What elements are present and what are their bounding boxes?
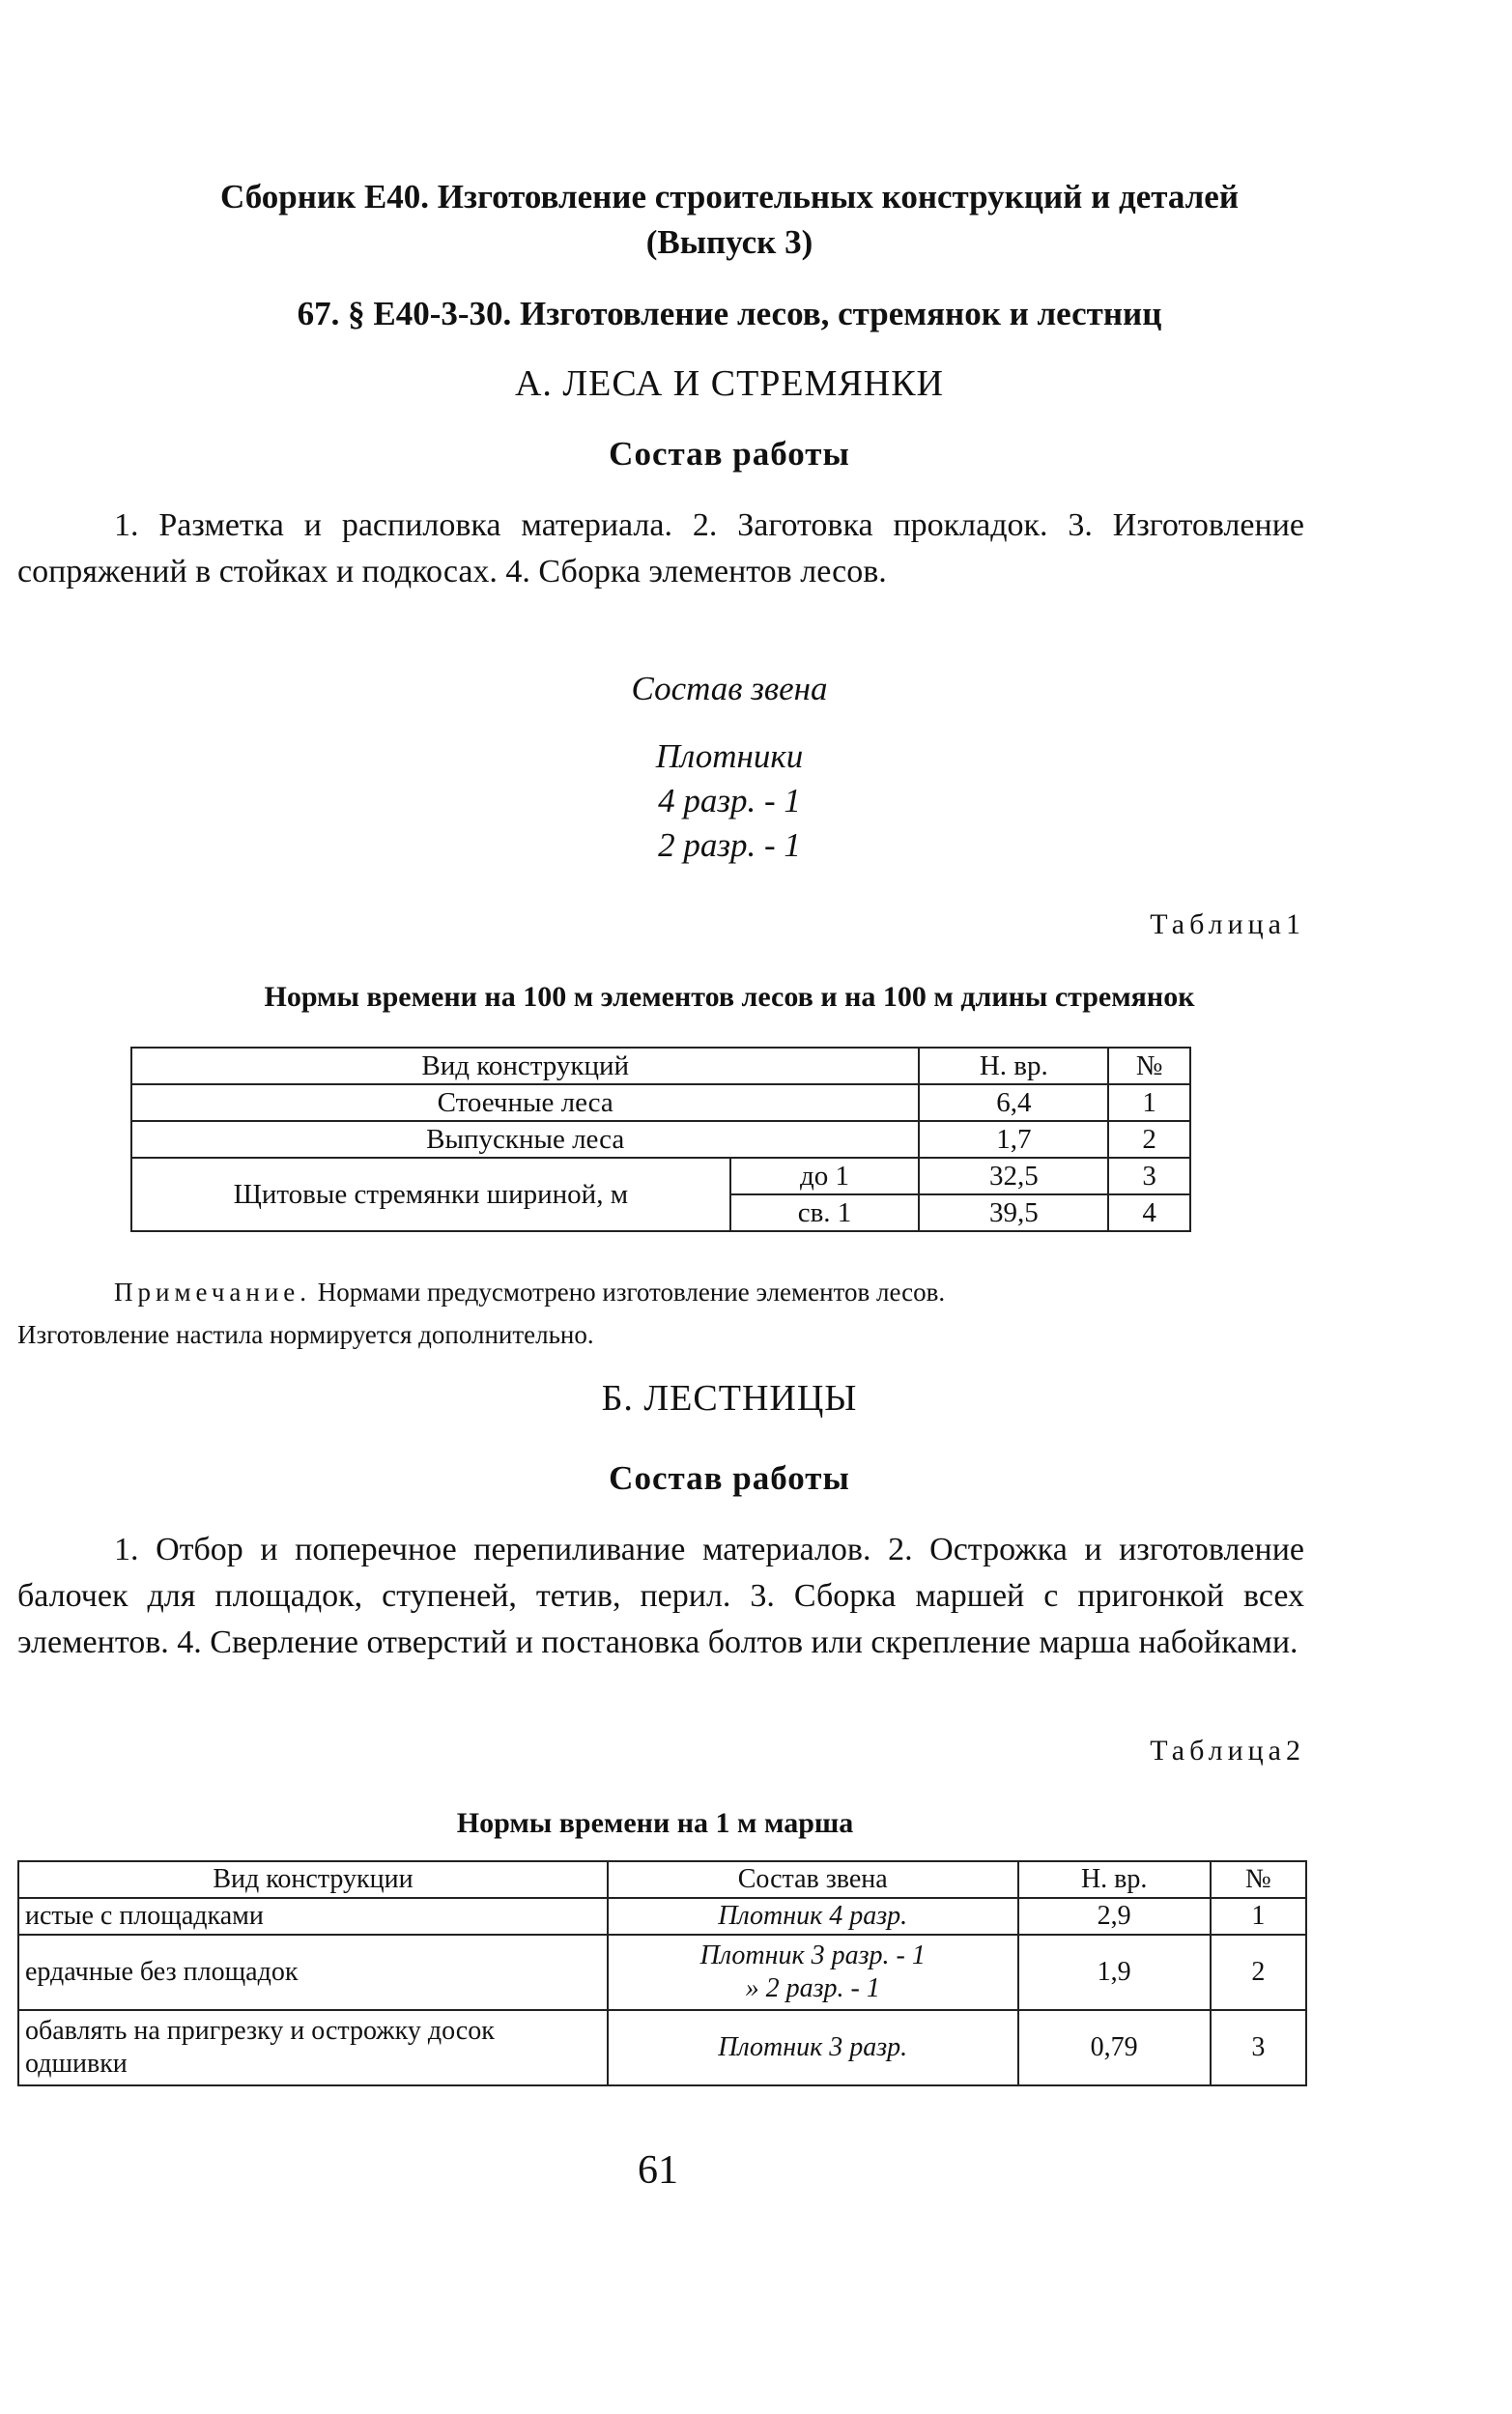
cell-crew: Плотник 4 разр. xyxy=(608,1898,1018,1935)
col-header-type: Вид конструкций xyxy=(131,1048,919,1084)
table-row xyxy=(131,1158,1190,1194)
cell-norm: 6,4 xyxy=(919,1084,1108,1121)
cell-number: 2 xyxy=(1108,1121,1190,1158)
cell-number: 4 xyxy=(1108,1194,1190,1231)
part-b-heading: Б. ЛЕСТНИЦЫ xyxy=(601,1378,858,1419)
part-a-work-paragraph: 1. Разметка и распиловка материала. 2. Заготовка прокладок. 3. Изготовление сопряжений в стойках и подкосах. 4. Сборка элементов лесов. xyxy=(17,507,1304,589)
cell-norm: 39,5 xyxy=(919,1194,1108,1231)
part-a-work-heading: Состав работы xyxy=(609,435,850,473)
cell-number: 2 xyxy=(1211,1935,1306,2010)
part-a-work-text xyxy=(17,503,1304,595)
cell-type: Выпускные леса xyxy=(131,1121,919,1158)
table-2-label: Таблица2 xyxy=(1150,1735,1305,1767)
col-header-norm: Н. вр. xyxy=(919,1048,1108,1084)
cell-type: ердачные без площадок xyxy=(18,1935,608,2010)
collection-title-line2: (Выпуск 3) xyxy=(645,223,813,261)
table-row xyxy=(131,1121,1190,1158)
table-row xyxy=(131,1084,1190,1121)
cell-norm: 0,79 xyxy=(1018,2010,1211,2085)
cell-norm: 1,9 xyxy=(1018,1935,1211,2010)
crew-line: 4 разр. - 1 xyxy=(658,782,801,819)
cell-number: 1 xyxy=(1108,1084,1190,1121)
table-2-caption: Нормы времени на 1 м марша xyxy=(456,1807,854,1839)
crew-line: 2 разр. - 1 xyxy=(658,826,801,864)
cell-norm: 2,9 xyxy=(1018,1898,1211,1935)
part-b-work-text xyxy=(17,1527,1304,1666)
cell-type-group: Щитовые стремянки шириной, м xyxy=(131,1158,730,1231)
part-b-work-heading: Состав работы xyxy=(609,1459,850,1497)
col-header-type: Вид конструкции xyxy=(18,1861,608,1898)
cell-crew xyxy=(608,1935,1018,2010)
collection-title xyxy=(87,174,1372,265)
crew-line: Плотники xyxy=(655,737,804,775)
crew-line: » 2 разр. - 1 xyxy=(745,1973,880,2003)
table-header-row xyxy=(18,1861,1306,1898)
cell-width-range: до 1 xyxy=(730,1158,920,1194)
table-row xyxy=(18,1898,1306,1935)
table-1-caption: Нормы времени на 100 м элементов лесов и на 100 м длины стремянок xyxy=(264,981,1195,1013)
cell-number: 3 xyxy=(1108,1158,1190,1194)
page-number: 61 xyxy=(638,2148,678,2193)
table-1-label: Таблица1 xyxy=(1150,908,1305,940)
table-1-note xyxy=(17,1271,1273,1356)
part-a-crew-heading: Состав звена xyxy=(631,670,828,707)
note-label: Примечание. xyxy=(114,1278,312,1307)
cell-norm: 1,7 xyxy=(919,1121,1108,1158)
cell-norm: 32,5 xyxy=(919,1158,1108,1194)
note-line-2: Изготовление настила нормируется дополнительно. xyxy=(17,1320,594,1349)
cell-type: Стоечные леса xyxy=(131,1084,919,1121)
part-a-crew-list xyxy=(87,734,1372,868)
table-2 xyxy=(17,1860,1307,2086)
cell-crew: Плотник 3 разр. xyxy=(608,2010,1018,2085)
col-header-norm: Н. вр. xyxy=(1018,1861,1211,1898)
col-header-crew: Состав звена xyxy=(608,1861,1018,1898)
table-1 xyxy=(130,1047,1191,1232)
collection-title-line1: Сборник Е40. Изготовление строительных конструкций и деталей xyxy=(220,178,1239,216)
note-text: Нормами предусмотрено изготовление элементов лесов. xyxy=(311,1278,946,1307)
cell-type: обавлять на пригрезку и острожку досок одшивки xyxy=(18,2010,608,2085)
note-line-1 xyxy=(17,1271,1273,1313)
table-row xyxy=(18,2010,1306,2085)
col-header-number: № xyxy=(1108,1048,1190,1084)
part-a-heading: А. ЛЕСА И СТРЕМЯНКИ xyxy=(514,363,945,404)
table-header-row xyxy=(131,1048,1190,1084)
table-row xyxy=(18,1935,1306,2010)
cell-number: 1 xyxy=(1211,1898,1306,1935)
col-header-number: № xyxy=(1211,1861,1306,1898)
cell-type: истые с площадками xyxy=(18,1898,608,1935)
cell-width-range: св. 1 xyxy=(730,1194,920,1231)
section-title: 67. § Е40-3-30. Изготовление лесов, стремянок и лестниц xyxy=(297,295,1162,332)
part-b-work-paragraph: 1. Отбор и поперечное перепиливание материалов. 2. Острожка и изготовление балочек для площадок, ступеней, тетив, перил. 3. Сборка маршей с пригонкой всех элементов. 4. Сверление отверстий и постановка болтов или скрепление марша набойками. xyxy=(17,1532,1304,1660)
cell-number: 3 xyxy=(1211,2010,1306,2085)
crew-line: Плотник 3 разр. - 1 xyxy=(699,1940,926,1970)
